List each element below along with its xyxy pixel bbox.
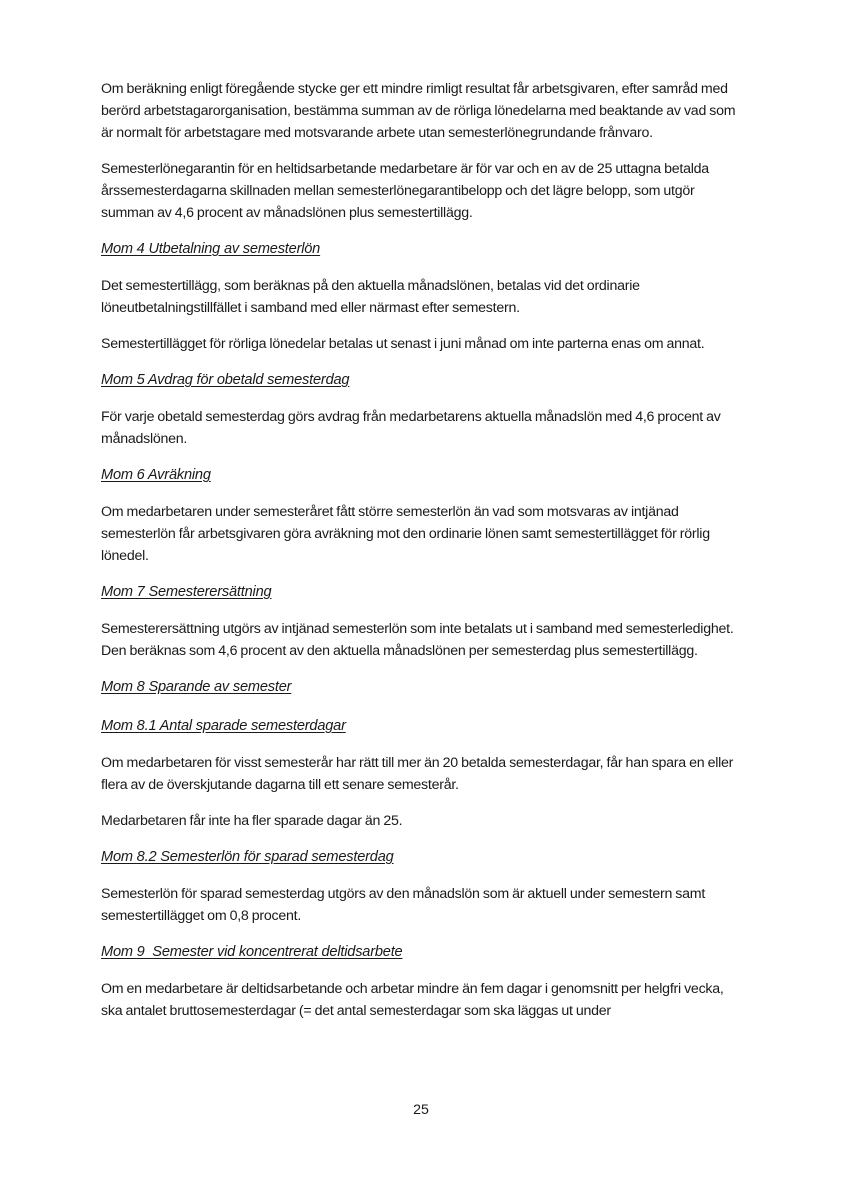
paragraph-saved-days-rule: Om medarbetaren för visst semesterår har rätt till mer än 20 betalda semesterdagar, får han spara en eller flera av de överskjutande dagarna till ett senare semesterår. <box>101 755 734 793</box>
heading-mom-8: Mom 8 Sparande av semester <box>101 679 292 695</box>
heading-mom-7: Mom 7 Semesterersättning <box>101 584 272 600</box>
paragraph-part-time-holiday: Om en medarbetare är deltidsarbetande och arbetar mindre än fem dagar i genomsnitt per helgfri vecka, ska antalet bruttosemesterdagar (= det antal semesterdagar som ska läggas ut under <box>101 981 724 1019</box>
paragraph-saved-days-max: Medarbetaren får inte ha fler sparade dagar än 25. <box>101 813 403 829</box>
heading-mom-6: Mom 6 Avräkning <box>101 467 211 483</box>
page-number: 25 <box>413 1102 429 1118</box>
heading-mom-8-2: Mom 8.2 Semesterlön för sparad semesterdag <box>101 849 394 865</box>
paragraph-unpaid-day-deduction: För varje obetald semesterdag görs avdrag från medarbetarens aktuella månadslön med 4,6 procent av månadslönen. <box>101 409 721 447</box>
paragraph-holiday-supplement-payment: Det semestertillägg, som beräknas på den aktuella månadslönen, betalas vid det ordinarie löneutbetalningstillfället i samband med eller närmast efter semestern. <box>101 278 640 316</box>
heading-mom-4: Mom 4 Utbetalning av semesterlön <box>101 241 321 257</box>
heading-mom-5: Mom 5 Avdrag för obetald semesterdag <box>101 372 350 388</box>
heading-mom-9: Mom 9 Semester vid koncentrerat deltidsarbete <box>101 944 403 960</box>
paragraph-variable-pay-calculation: Om beräkning enligt föregående stycke ger ett mindre rimligt resultat får arbetsgivaren, efter samråd med berörd arbetstagarorganisation, bestämma summan av de rörliga lönedelarna med beaktande av vad som är normalt för arbetstagare med motsvarande arbete utan semesterlönegrundande frånvaro. <box>101 81 736 141</box>
paragraph-variable-supplement-payment: Semestertillägget för rörliga lönedelar betalas ut senast i juni månad om inte parterna enas om annat. <box>101 336 705 352</box>
paragraph-holiday-pay-guarantee: Semesterlönegarantin för en heltidsarbetande medarbetare är för var och en av de 25 uttagna betalda årssemesterdagarna skillnaden mellan semesterlönegarantibelopp och det lägre belopp, som utgör summan av 4,6 procent av månadslönen plus semestertillägg. <box>101 161 709 221</box>
paragraph-settlement: Om medarbetaren under semesteråret fått större semesterlön än vad som motsvaras av intjänad semesterlön får arbetsgivaren göra avräkning mot den ordinarie lönen samt semestertillägget för rörlig lönedel. <box>101 504 710 564</box>
document-page <box>101 78 743 1036</box>
paragraph-holiday-compensation: Semesterersättning utgörs av intjänad semesterlön som inte betalats ut i samband med semesterledighet. Den beräknas som 4,6 procent av den aktuella månadslönen per semesterdag plus semestertillägg. <box>101 621 734 659</box>
heading-mom-8-1: Mom 8.1 Antal sparade semesterdagar <box>101 718 346 734</box>
paragraph-saved-day-pay: Semesterlön för sparad semesterdag utgörs av den månadslön som är aktuell under semestern samt semestertillägget om 0,8 procent. <box>101 886 706 924</box>
